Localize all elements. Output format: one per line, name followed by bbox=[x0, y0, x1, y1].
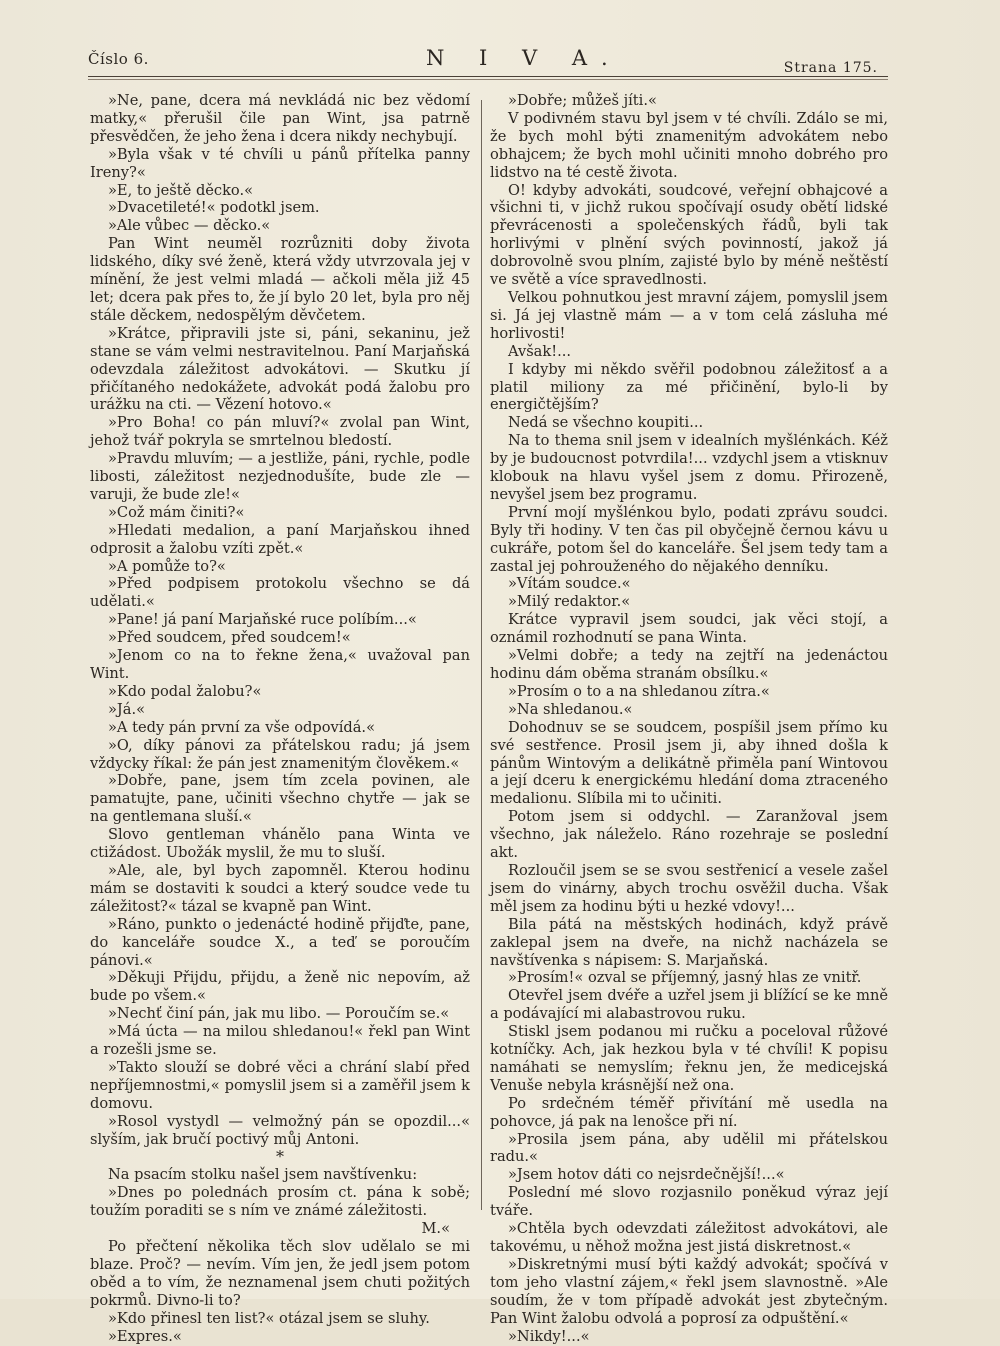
paragraph: »Jsem hotov dáti co nejsrdečnější!...« bbox=[508, 1166, 785, 1184]
paragraph: »Což mám činiti?« bbox=[108, 503, 245, 521]
paragraph: »Vítám soudce.« bbox=[508, 575, 631, 593]
paragraph: Nedá se všechno koupiti... bbox=[508, 414, 704, 432]
signature: M.« bbox=[421, 1220, 450, 1238]
paragraph: »Chtěla bych odevzdati záležitost advokátovi, ale takovému, u něhož možna jest jistá diskretnost.« bbox=[490, 1220, 888, 1255]
paragraph: »Rosol vystydl — velmožný pán se opozdil...« slyším, jak bručí poctivý můj Antoni. bbox=[90, 1112, 470, 1148]
paragraph: Po přečtení několika těch slov udělalo se mi blaze. Proč? — nevím. Vím jen, že jedl jsem potom oběd a to vím, že neznamenal jsem chuti požitých pokrmů. Divno-li to? bbox=[90, 1238, 470, 1309]
paragraph: Bila pátá na městských hodinách, když právě zaklepal jsem na dveře, na nichž nacházela se navštívenka s nápisem: S. Marjaňská. bbox=[490, 915, 888, 969]
paragraph: »Kdo podal žalobu?« bbox=[108, 682, 262, 700]
paragraph: Stiskl jsem podanou mi ručku a poceloval růžové kotníčky. Ach, jak hezkou byla v té chvíli! K popisu namáhati se nemyslím; řeknu jen, že medicejská Venuše nebyla krásnější než ona. bbox=[490, 1023, 888, 1094]
paragraph: »Ráno, punkto o jedenácté hodině přijďte, pane, do kanceláře soudce X., a teď se poroučím pánovi.« bbox=[90, 915, 470, 969]
paragraph: Rozloučil jsem se se svou sestřenicí a vesele zašel jsem do vinárny, abych trochu osvěžil ducha. Však měl jsem za hodinu býti u hezké vdovy!... bbox=[490, 861, 888, 915]
paragraph: »Kdo přinesl ten list?« otázal jsem se sluhy. bbox=[108, 1309, 430, 1327]
paragraph: »Nikdy!...« bbox=[508, 1327, 590, 1345]
paragraph: Potom jsem si oddychl. — Zaranžoval jsem všechno, jak náleželo. Ráno rozehraje se poslední akt. bbox=[490, 808, 888, 862]
paragraph: »Ne, pane, dcera má nevkládá nic bez vědomí matky,« přerušil čile pan Wint, jsa patrně přesvědčen, že jeho žena i dcera nikdy nechybují. bbox=[90, 92, 470, 145]
left-column bbox=[90, 92, 470, 1346]
paragraph: Na to thema snil jsem v idealních myšlénkách. Kéž by je budoucnost potvrdila!... vzdychl jsem a vtisknuv klobouk na hlavu vyšel jsem z domu. Přirozeně, nevyšel jsem bez programu. bbox=[490, 432, 888, 503]
paragraph: Po srdečném téměř přivítání mě usedla na pohovce, já pak na lenošce při ní. bbox=[490, 1094, 888, 1130]
paragraph: »Ale vůbec — děcko.« bbox=[108, 217, 271, 235]
page-header bbox=[88, 46, 878, 78]
paragraph: »Expres.« bbox=[108, 1327, 182, 1345]
header-rule bbox=[88, 76, 888, 77]
paragraph: »Dvacetileté!« podotkl jsem. bbox=[108, 199, 320, 217]
paragraph: »Před soudcem, před soudcem!« bbox=[108, 629, 351, 647]
paragraph: »A pomůže to?« bbox=[108, 557, 226, 575]
paragraph: »Dobře; můžeš jíti.« bbox=[508, 92, 657, 109]
paragraph: »Jenom co na to řekne žena,« uvažoval pan Wint. bbox=[90, 647, 470, 682]
paragraph: »Byla však v té chvíli u pánů přítelka panny Ireny?« bbox=[90, 145, 470, 181]
paragraph: Velkou pohnutkou jest mravní zájem, pomyslil jsem si. Já jej vlastně mám — a v tom celá zásluha mé horlivosti! bbox=[490, 288, 888, 342]
right-column bbox=[490, 92, 888, 1345]
paragraph: Avšak!... bbox=[508, 342, 572, 360]
paragraph: První mojí myšlénkou bylo, podati zprávu soudci. Byly tři hodiny. V ten čas pil obyčejně černou kávu u cukráře, potom šel do kanceláře. Šel jsem tedy tam a zastal jej pohrouženého do nějakého denníku. bbox=[490, 503, 888, 575]
paragraph: Na psacím stolku našel jsem navštívenku: bbox=[108, 1166, 418, 1184]
paragraph: »Dobře, pane, jsem tím zcela povinen, ale pamatujte, pane, učiniti všechno chytře — jak se na gentlemana sluší.« bbox=[90, 772, 470, 826]
paragraph: Slovo gentleman vhánělo pana Winta ve ctižádost. Ubožák myslil, že mu to sluší. bbox=[90, 826, 470, 862]
paragraph: »E, to ještě děcko.« bbox=[108, 181, 254, 199]
journal-title: N I V A. bbox=[426, 46, 622, 70]
paragraph: Otevřel jsem dvéře a uzřel jsem ji blížící se ke mně a podávající mi alabastrovou ruku. bbox=[490, 987, 888, 1023]
paragraph: »Nechť činí pán, jak mu libo. — Poroučím se.« bbox=[108, 1005, 450, 1023]
paragraph: »Diskretnými musí býti každý advokát; spočívá v tom jeho vlastní zájem,« řekl jsem slavnostně. »Ale soudím, že v tom případě advokát jest zbytečným. Pan Wint žalobu odvolá a poprosí za odpuštění.« bbox=[490, 1255, 888, 1327]
paragraph: »Má úcta — na milou shledanou!« řekl pan Wint a rozešli jsme se. bbox=[90, 1023, 470, 1059]
paragraph: »Milý redaktor.« bbox=[508, 593, 631, 611]
paragraph: V podivném stavu byl jsem v té chvíli. Zdálo se mi, že bych mohl býti znamenitým advokátem nebo obhajcem; že bych mohl učiniti mnoho dobrého pro lidstvo na té cestě života. bbox=[490, 109, 888, 181]
paragraph: »Na shledanou.« bbox=[508, 700, 633, 718]
paragraph: »Já.« bbox=[108, 700, 146, 718]
paragraph: O! kdyby advokáti, soudcové, veřejní obhajcové a všichni ti, v jichž rukou spočívají osudy obětí lidské převrácenosti a společenských řádů, byli tak horlivými v plnění svých povinností, jakož já dobrovolně svou plním, zajisté bylo by méně neštěstí ve světě a více spravedlnosti. bbox=[490, 181, 888, 289]
paragraph: Poslední mé slovo rozjasnilo poněkud výraz její tváře. bbox=[490, 1184, 888, 1220]
paragraph: »Prosím!« ozval se příjemný, jasný hlas ze vnitř. bbox=[508, 969, 862, 987]
paragraph: »Takto slouží se dobré věci a chrání slabí před nepříjemnostmi,« pomyslil jsem si a zaměřil jsem k domovu. bbox=[90, 1058, 470, 1112]
paragraph: Krátce vypravil jsem soudci, jak věci stojí, a oznámil rozhodnutí se pana Winta. bbox=[490, 611, 888, 647]
column-divider bbox=[481, 100, 482, 1210]
paragraph: »Hledati medalion, a paní Marjaňskou ihned odprosit a žalobu vzíti zpět.« bbox=[90, 521, 470, 557]
paragraph: Dohodnuv se se soudcem, pospíšil jsem přímo ku své sestřence. Prosil jsem ji, aby ihned došla k pánům Wintovým a delikátně přiměla paní Wintovou a její dceru k energickému hledání doma ztraceného medalionu. Slíbila mi to učiniti. bbox=[490, 718, 888, 808]
paragraph: »Velmi dobře; a tedy na zejtří na jedenáctou hodinu dám oběma stranám obsílku.« bbox=[490, 647, 888, 682]
paragraph: »Krátce, připravili jste si, páni, sekaninu, jež stane se vám velmi nestravitelnou. Paní Marjaňská odevzdala záležitost advokátovi. — Skutku jí přičítaného nedokážete, advokát podá žalobu pro urážku na cti. — Vězení hotovo.« bbox=[90, 324, 470, 414]
paragraph: »Před podpisem protokolu všechno se dá udělati.« bbox=[90, 575, 470, 611]
paragraph: »Děkuji Přijdu, přijdu, a ženě nic nepovím, až bude po všem.« bbox=[90, 969, 470, 1005]
paragraph: »A tedy pán první za vše odpovídá.« bbox=[108, 718, 375, 736]
paragraph: »Pro Boha! co pán mluví?« zvolal pan Wint, jehož tvář pokryla se smrtelnou bledostí. bbox=[90, 414, 470, 450]
paragraph: »Prosím o to a na shledanou zítra.« bbox=[508, 682, 770, 700]
paragraph: »Pravdu mluvím; — a jestliže, páni, rychle, podle libosti, záležitost nezjednodušíte, bude zle — varuji, že bude zle!« bbox=[90, 450, 470, 503]
paragraph: »O, díky pánovi za přátelskou radu; já jsem vždycky říkal: že pán jest znamenitým člověkem.« bbox=[90, 736, 470, 772]
paragraph: »Prosila jsem pána, aby udělil mi přátelskou radu.« bbox=[490, 1130, 888, 1166]
page-number: Strana 175. bbox=[783, 60, 878, 76]
paragraph: I kdyby mi někdo svěřil podobnou záležitosť a a platil miliony za mé přičinění, bylo-li by energičtějším? bbox=[490, 360, 888, 414]
header-rule-secondary bbox=[88, 79, 888, 80]
paragraph: »Ale, ale, byl bych zapomněl. Kterou hodinu mám se dostaviti k soudci a který soudce vede tu záležitost?« tázal se kvapně pan Wint. bbox=[90, 861, 470, 915]
paragraph: »Pane! já paní Marjaňské ruce políbím...« bbox=[108, 611, 417, 629]
issue-number: Číslo 6. bbox=[88, 50, 149, 68]
paragraph: Pan Wint neuměl rozrůzniti doby života lidského, díky své ženě, která vždy utvrzovala jej v mínění, že jest velmi mladá — ačkoli měla již 45 let; dcera pak přes to, že jí bylo 20 let, byla pro něj stále děckem, nedospělým děvčetem. bbox=[90, 235, 470, 324]
paragraph: »Dnes po polednách prosím ct. pána k sobě; toužím poraditi se s ním ve známé záležitosti. bbox=[90, 1184, 470, 1220]
section-break: * bbox=[276, 1147, 284, 1167]
